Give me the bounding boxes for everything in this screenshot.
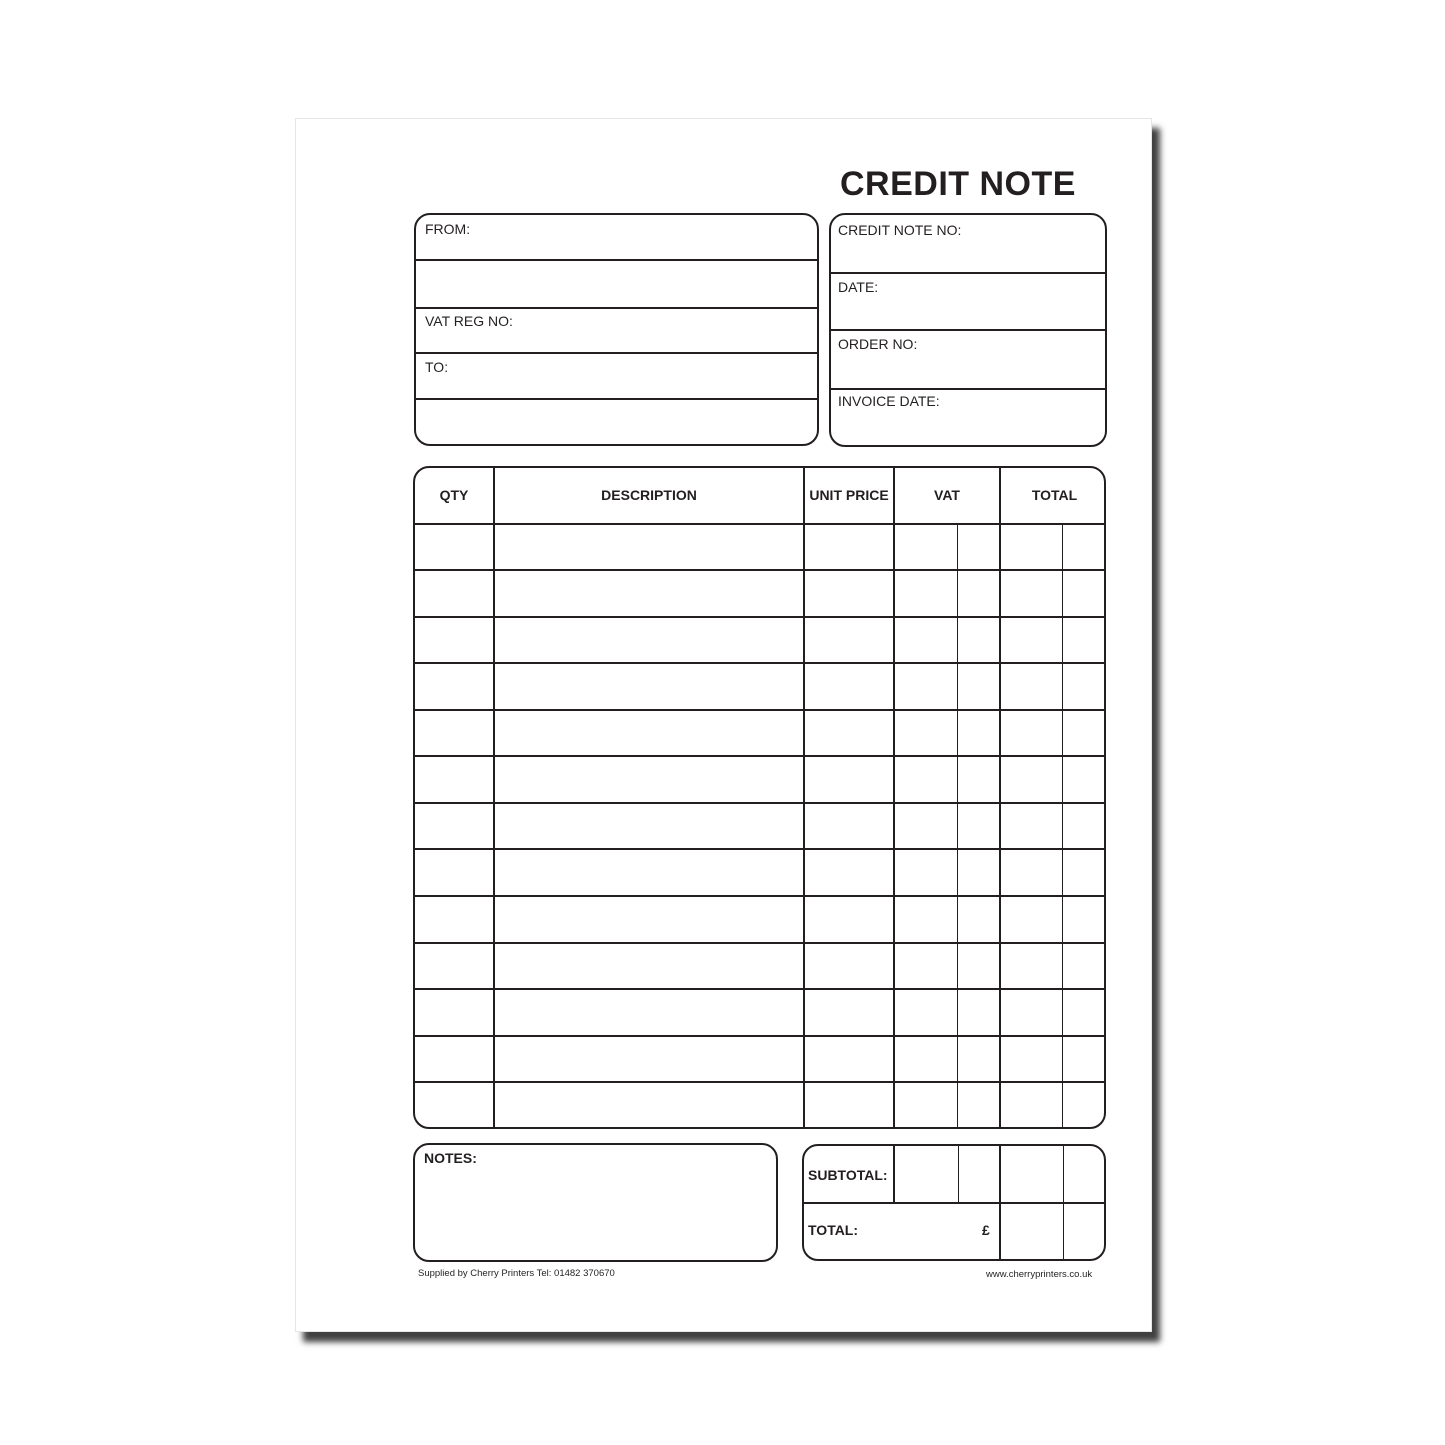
notes-label: NOTES: (424, 1150, 477, 1166)
order-no-label: ORDER NO: (838, 336, 918, 352)
divider (831, 272, 1105, 274)
currency-symbol: £ (982, 1222, 990, 1238)
column-divider (958, 1146, 959, 1202)
table-row[interactable] (415, 1081, 1104, 1083)
column-divider (493, 468, 495, 1127)
column-header-qty: QTY (439, 487, 469, 503)
table-row[interactable] (415, 662, 1104, 664)
invoice-date-label: INVOICE DATE: (838, 393, 940, 409)
totals-box (802, 1144, 1106, 1261)
column-divider (1063, 1146, 1064, 1259)
date-label: DATE: (838, 279, 879, 295)
total-label: TOTAL: (808, 1222, 859, 1238)
table-row[interactable] (415, 1035, 1104, 1037)
vat-reg-no-field-label: VAT REG NO: (425, 313, 513, 329)
table-row[interactable] (415, 895, 1104, 897)
subtotal-label: SUBTOTAL: (808, 1167, 888, 1183)
column-divider (893, 1146, 895, 1202)
from-to-box (414, 213, 819, 446)
column-header-unit-price: UNIT PRICE (809, 487, 889, 503)
header-divider (415, 523, 1104, 525)
divider (804, 1202, 1104, 1204)
table-row[interactable] (415, 569, 1104, 571)
from-field-label: FROM: (425, 221, 471, 237)
column-header-description: DESCRIPTION (601, 487, 697, 503)
table-row[interactable] (415, 709, 1104, 711)
footer-website[interactable]: www.cherryprinters.co.uk (986, 1269, 1093, 1280)
column-divider (803, 468, 805, 1127)
table-row[interactable] (415, 988, 1104, 990)
divider (416, 352, 817, 354)
notes-box[interactable] (413, 1143, 778, 1262)
column-divider (999, 468, 1001, 1127)
table-row[interactable] (415, 942, 1104, 944)
credit-info-box (829, 213, 1107, 447)
divider (416, 259, 817, 261)
footer-supplier: Supplied by Cherry Printers Tel: 01482 370670 (418, 1268, 615, 1279)
column-divider (999, 1146, 1001, 1259)
column-divider (893, 468, 895, 1127)
items-table (413, 466, 1106, 1129)
table-row[interactable] (415, 848, 1104, 850)
divider (831, 329, 1105, 331)
to-field-label: TO: (425, 359, 449, 375)
credit-note-no-label: CREDIT NOTE NO: (838, 222, 962, 238)
column-header-total: TOTAL (1031, 487, 1078, 503)
document-title: CREDIT NOTE (840, 165, 1076, 203)
divider (831, 388, 1105, 390)
divider (416, 398, 817, 400)
column-header-vat: VAT (934, 487, 960, 503)
table-row[interactable] (415, 802, 1104, 804)
divider (416, 307, 817, 309)
table-row[interactable] (415, 755, 1104, 757)
table-row[interactable] (415, 616, 1104, 618)
